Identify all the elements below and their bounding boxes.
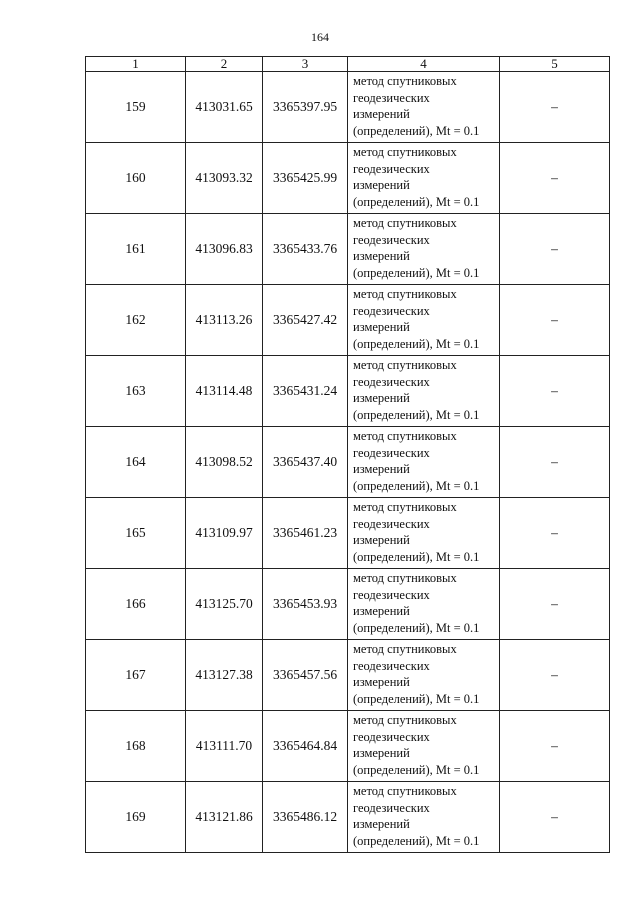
point-number-cell: 161 — [86, 214, 186, 285]
method-line: геодезических — [353, 800, 430, 815]
method-line: измерений — [353, 249, 410, 263]
point-number-cell: 160 — [86, 143, 186, 214]
note-cell: – — [500, 72, 610, 143]
x-coordinate-cell: 413114.48 — [186, 356, 263, 427]
method-line: геодезических — [353, 232, 430, 247]
method-line: геодезических — [353, 90, 430, 105]
note-cell: – — [500, 356, 610, 427]
method-line: геодезических — [353, 161, 430, 176]
method-cell — [348, 72, 500, 143]
y-coordinate-cell: 3365437.40 — [263, 427, 348, 498]
note-cell: – — [500, 214, 610, 285]
point-number-cell: 165 — [86, 498, 186, 569]
table-body — [86, 72, 610, 853]
point-number-cell: 163 — [86, 356, 186, 427]
y-coordinate-cell: 3365427.42 — [263, 285, 348, 356]
method-line: геодезических — [353, 303, 430, 318]
method-line: геодезических — [353, 374, 430, 389]
x-coordinate-cell: 413109.97 — [186, 498, 263, 569]
method-line: измерений — [353, 604, 410, 618]
method-line: измерений — [353, 107, 410, 121]
note-cell: – — [500, 782, 610, 853]
header-cell-x: 2 — [186, 57, 263, 72]
method-line: метод спутниковых — [353, 713, 457, 727]
method-line: (определений), Mt = 0.1 — [353, 620, 480, 635]
table-row — [86, 72, 610, 143]
x-coordinate-cell: 413113.26 — [186, 285, 263, 356]
table-row — [86, 569, 610, 640]
method-line: измерений — [353, 320, 410, 334]
table-row — [86, 143, 610, 214]
table-row — [86, 498, 610, 569]
x-coordinate-cell: 413096.83 — [186, 214, 263, 285]
method-cell — [348, 427, 500, 498]
method-line: геодезических — [353, 658, 430, 673]
method-line: метод спутниковых — [353, 500, 457, 514]
method-line: (определений), Mt = 0.1 — [353, 691, 480, 706]
method-line: (определений), Mt = 0.1 — [353, 336, 480, 351]
method-line: измерений — [353, 746, 410, 760]
note-cell: – — [500, 711, 610, 782]
header-cell-point: 1 — [86, 57, 186, 72]
method-line: измерений — [353, 462, 410, 476]
note-cell: – — [500, 498, 610, 569]
y-coordinate-cell: 3365461.23 — [263, 498, 348, 569]
x-coordinate-cell: 413127.38 — [186, 640, 263, 711]
method-line: метод спутниковых — [353, 287, 457, 301]
method-line: (определений), Mt = 0.1 — [353, 478, 480, 493]
x-coordinate-cell: 413093.32 — [186, 143, 263, 214]
table-header — [86, 57, 610, 72]
table-row — [86, 782, 610, 853]
table-row — [86, 285, 610, 356]
y-coordinate-cell: 3365464.84 — [263, 711, 348, 782]
y-coordinate-cell: 3365425.99 — [263, 143, 348, 214]
method-cell — [348, 143, 500, 214]
point-number-cell: 166 — [86, 569, 186, 640]
method-cell — [348, 711, 500, 782]
method-line: измерений — [353, 391, 410, 405]
y-coordinate-cell: 3365397.95 — [263, 72, 348, 143]
point-number-cell: 167 — [86, 640, 186, 711]
method-line: (определений), Mt = 0.1 — [353, 833, 480, 848]
point-number-cell: 159 — [86, 72, 186, 143]
point-number-cell: 162 — [86, 285, 186, 356]
method-cell — [348, 782, 500, 853]
method-line: измерений — [353, 178, 410, 192]
method-line: (определений), Mt = 0.1 — [353, 407, 480, 422]
method-line: (определений), Mt = 0.1 — [353, 762, 480, 777]
method-line: измерений — [353, 533, 410, 547]
x-coordinate-cell: 413125.70 — [186, 569, 263, 640]
method-line: (определений), Mt = 0.1 — [353, 265, 480, 280]
x-coordinate-cell: 413121.86 — [186, 782, 263, 853]
method-line: метод спутниковых — [353, 145, 457, 159]
note-cell: – — [500, 427, 610, 498]
y-coordinate-cell: 3365431.24 — [263, 356, 348, 427]
point-number-cell: 164 — [86, 427, 186, 498]
note-cell: – — [500, 569, 610, 640]
method-line: метод спутниковых — [353, 216, 457, 230]
note-cell: – — [500, 143, 610, 214]
header-cell-note: 5 — [500, 57, 610, 72]
method-line: измерений — [353, 675, 410, 689]
method-line: (определений), Mt = 0.1 — [353, 549, 480, 564]
table-row — [86, 214, 610, 285]
page-number: 164 — [311, 30, 329, 44]
y-coordinate-cell: 3365457.56 — [263, 640, 348, 711]
table-row — [86, 356, 610, 427]
point-number-cell: 168 — [86, 711, 186, 782]
method-line: геодезических — [353, 587, 430, 602]
method-cell — [348, 285, 500, 356]
x-coordinate-cell: 413111.70 — [186, 711, 263, 782]
x-coordinate-cell: 413031.65 — [186, 72, 263, 143]
method-cell — [348, 640, 500, 711]
x-coordinate-cell: 413098.52 — [186, 427, 263, 498]
method-line: метод спутниковых — [353, 358, 457, 372]
method-line: (определений), Mt = 0.1 — [353, 194, 480, 209]
table-row — [86, 640, 610, 711]
method-line: метод спутниковых — [353, 571, 457, 585]
method-line: метод спутниковых — [353, 784, 457, 798]
header-row — [86, 57, 610, 72]
method-line: измерений — [353, 817, 410, 831]
method-line: метод спутниковых — [353, 642, 457, 656]
coordinates-table — [85, 56, 610, 853]
method-cell — [348, 214, 500, 285]
note-cell: – — [500, 640, 610, 711]
point-number-cell: 169 — [86, 782, 186, 853]
y-coordinate-cell: 3365453.93 — [263, 569, 348, 640]
table-row — [86, 427, 610, 498]
y-coordinate-cell: 3365433.76 — [263, 214, 348, 285]
method-cell — [348, 569, 500, 640]
header-cell-y: 3 — [263, 57, 348, 72]
method-line: метод спутниковых — [353, 429, 457, 443]
header-cell-method: 4 — [348, 57, 500, 72]
table-row — [86, 711, 610, 782]
note-cell: – — [500, 285, 610, 356]
y-coordinate-cell: 3365486.12 — [263, 782, 348, 853]
method-line: (определений), Mt = 0.1 — [353, 123, 480, 138]
method-line: геодезических — [353, 445, 430, 460]
method-line: метод спутниковых — [353, 74, 457, 88]
method-cell — [348, 356, 500, 427]
method-line: геодезических — [353, 729, 430, 744]
method-line: геодезических — [353, 516, 430, 531]
method-cell — [348, 498, 500, 569]
